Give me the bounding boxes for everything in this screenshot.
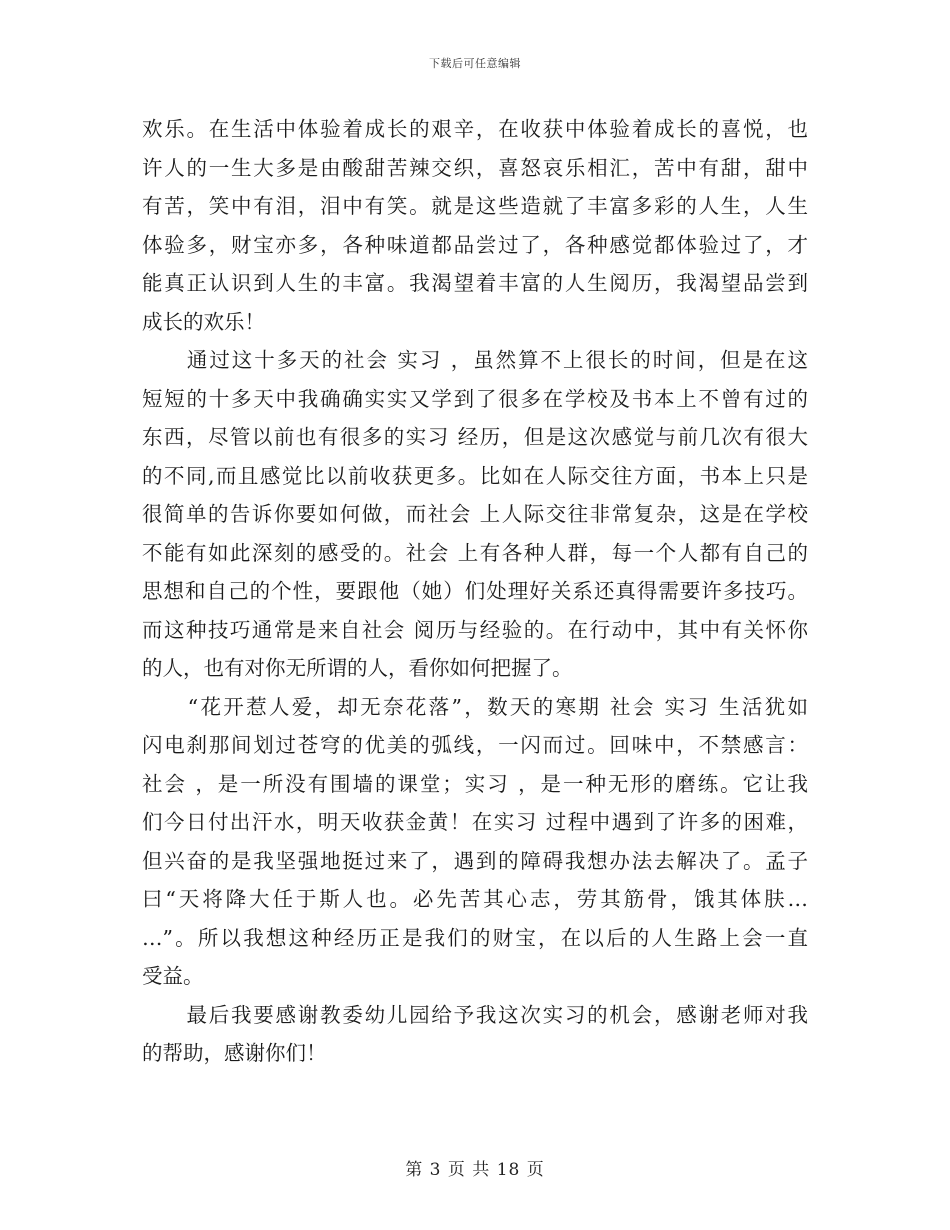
paragraph-4 <box>142 996 808 1073</box>
page-number-footer: 第 3 页 共 18 页 <box>405 1160 545 1180</box>
text-line: 的人，也有对你无所谓的人，看你如何把握了。 <box>142 656 573 680</box>
text-line: 东西，尽管以前也有很多的实习 经历，但是这次感觉与前几次有很大 <box>142 425 808 449</box>
text-line: 受益。 <box>142 964 204 988</box>
text-line: 很简单的告诉你要如何做，而社会 上人际交往非常复杂，这是在学校 <box>142 502 808 526</box>
text-line: 闪电刹那间划过苍穹的优美的弧线，一闪而过。回味中，不禁感言： <box>142 733 808 757</box>
text-line: 但兴奋的是我坚强地挺过来了，遇到的障碍我想办法去解决了。孟子 <box>142 848 808 873</box>
text-line: 短短的十多天中我确确实实又学到了很多在学校及书本上不曾有过的 <box>142 386 808 411</box>
text-line: 社会 ，是一所没有围墙的课堂；实习 ，是一种无形的磨练。它让我 <box>142 771 808 796</box>
text-line: 的不同,而且感觉比以前收获更多。比如在人际交往方面，书本上只是 <box>142 463 808 488</box>
text-line: 而这种技巧通常是来自社会 阅历与经验的。在行动中，其中有关怀你 <box>142 617 808 642</box>
paragraph-2 <box>142 341 808 688</box>
text-line: 通过这十多天的社会 实习 ，虽然算不上很长的时间，但是在这 <box>142 348 808 372</box>
text-line: 欢乐。在生活中体验着成长的艰辛，在收获中体验着成长的喜悦，也 <box>142 117 808 141</box>
document-body <box>142 110 808 1073</box>
text-line: 们今日付出汗水，明天收获金黄！在实习 过程中遇到了许多的困难， <box>142 810 808 834</box>
paragraph-1 <box>142 110 808 341</box>
text-line: 不能有如此深刻的感受的。社会 上有各种人群，每一个人都有自己的 <box>142 540 808 565</box>
text-line: 有苦，笑中有泪，泪中有笑。就是这些造就了丰富多彩的人生，人生 <box>142 194 808 218</box>
text-line: 成长的欢乐！ <box>142 309 265 334</box>
text-line: 思想和自己的个性，要跟他（她）们处理好关系还真得需要许多技巧。 <box>142 579 808 603</box>
text-line: “花开惹人爱，却无奈花落”，数天的寒期 社会 实习 生活犹如 <box>142 694 808 719</box>
text-line: 体验多，财宝亦多，各种味道都品尝过了，各种感觉都体验过了，才 <box>142 232 808 257</box>
text-line: 最后我要感谢教委幼儿园给予我这次实习的机会，感谢老师对我 <box>142 1002 808 1027</box>
page-header: 下载后可任意编辑 <box>429 57 521 70</box>
text-line: 能真正认识到人生的丰富。我渴望着丰富的人生阅历，我渴望品尝到 <box>142 271 808 295</box>
text-line: 曰“天将降大任于斯人也。必先苦其心志，劳其筋骨，饿其体肤… <box>142 887 808 911</box>
text-line: 许人的一生大多是由酸甜苦辣交织，喜怒哀乐相汇，苦中有甜，甜中 <box>142 155 808 180</box>
text-line: 的帮助，感谢你们！ <box>142 1041 327 1065</box>
paragraph-3 <box>142 688 808 996</box>
text-line: …”。所以我想这种经历正是我们的财宝，在以后的人生路上会一直 <box>142 925 808 950</box>
